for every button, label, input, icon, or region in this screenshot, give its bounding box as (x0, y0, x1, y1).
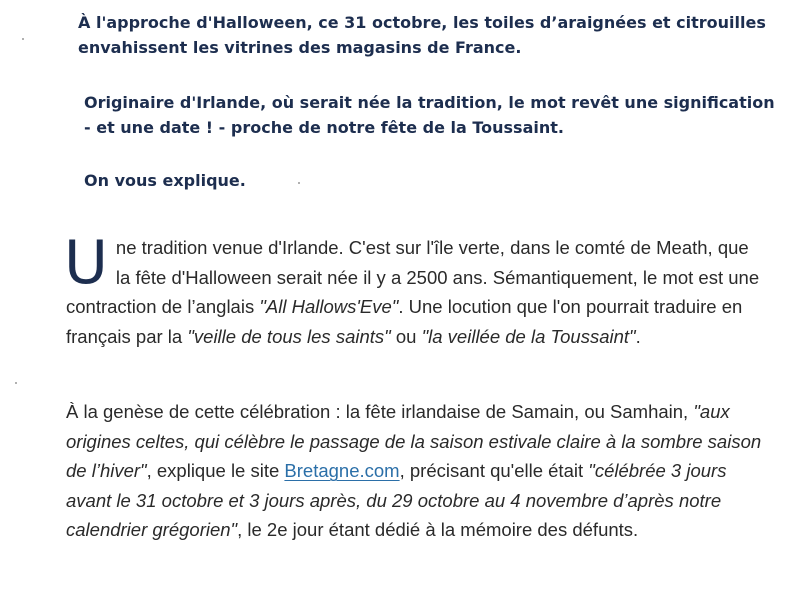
para1-quote-veille: "veille de tous les saints" (187, 325, 391, 347)
intro-paragraph-1: À l'approche d'Halloween, ce 31 octobre, les toiles d’araignées et citrouilles envahissent les vitrines des magasins de France. (78, 13, 766, 57)
scan-speck (22, 38, 24, 40)
para2-text-2: , explique le site (146, 460, 285, 481)
drop-cap: U (64, 228, 108, 298)
article-paragraph-2 (66, 397, 766, 545)
para2-quote-origines: "aux origines celtes, qui célèbre le passage de la saison estivale claire à la sombre saison de l’hiver" (66, 401, 762, 481)
scan-speck (15, 382, 17, 384)
bretagne-link[interactable]: Bretagne.com (284, 460, 400, 481)
para2-text-4: , le 2e jour étant dédié à la mémoire des défunts. (237, 519, 639, 540)
para1-quote-veillee: "la veillée de la Toussaint" (421, 325, 636, 347)
article-paragraph-1 (64, 228, 766, 351)
scan-speck (298, 182, 300, 184)
para2-text-3: , précisant qu'elle était (399, 460, 589, 481)
para1-text-1: ne tradition venue d'Irlande. C'est sur l'île verte, dans le comté de Meath, que la fête d'Halloween serait née il y a 2500 ans. Sémantiquement, le mot est une contraction de l’anglais (66, 237, 760, 317)
intro-paragraph-3: On vous explique. (84, 171, 246, 190)
para2-text-1: À la genèse de cette célébration : la fête irlandaise de Samain, ou Samhain, (66, 401, 694, 422)
para1-quote-all-hallows-eve: "All Hallows'Eve" (259, 296, 399, 317)
para2-quote-celebree: "célébrée 3 jours avant le 31 octobre et 3 jours après, du 29 octobre au 4 novembre d’après notre calendrier grégorien" (66, 460, 727, 540)
para1-text-3: ou (390, 325, 422, 347)
para1-text-4: . (635, 325, 641, 347)
intro-paragraph-2: Originaire d'Irlande, où serait née la tradition, le mot revêt une signification - et une date ! - proche de notre fête de la Toussaint. (84, 93, 775, 137)
para1-text-2: . Une locution que l'on pourrait traduire en français par la (66, 296, 743, 347)
